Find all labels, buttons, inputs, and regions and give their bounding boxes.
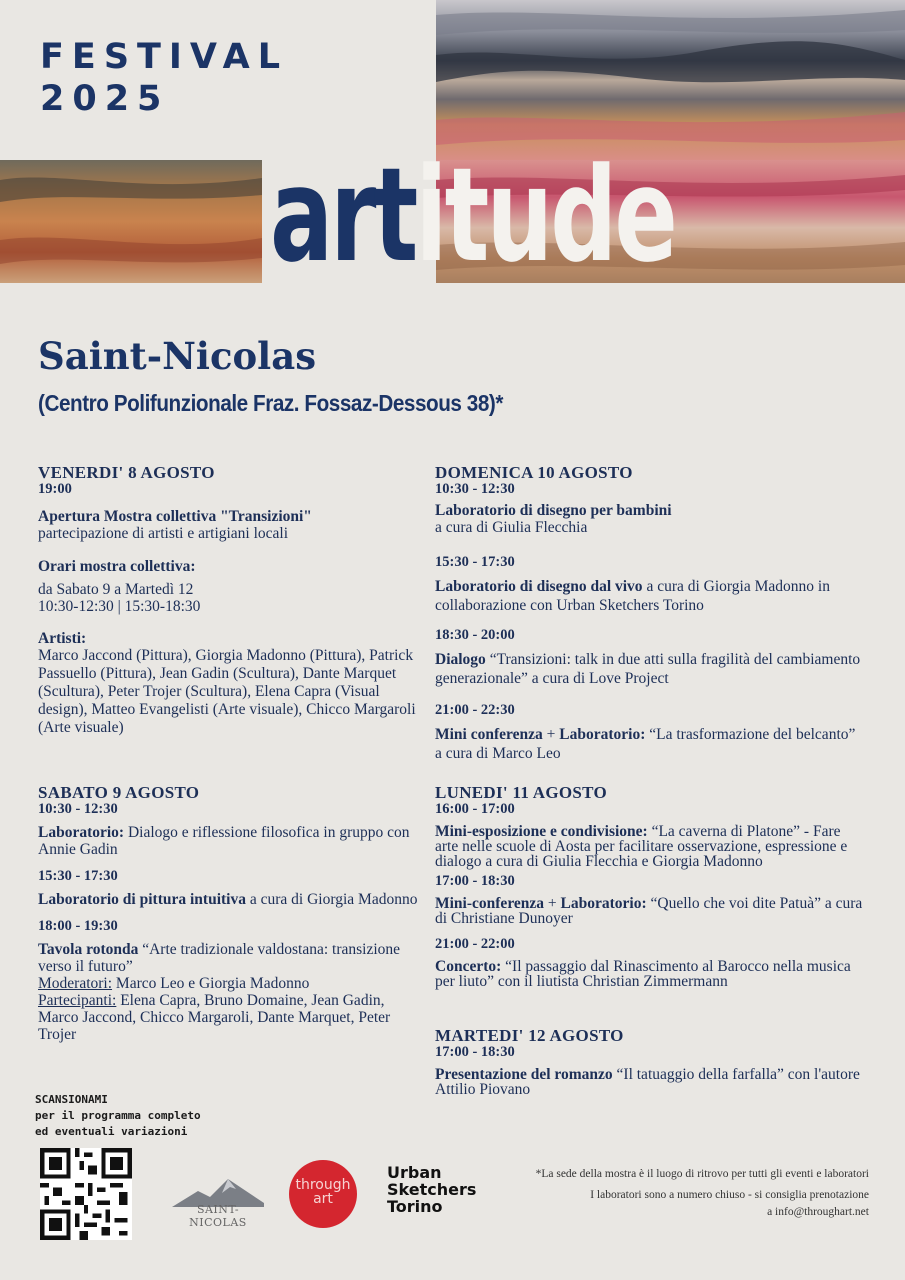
footer-notes: *La sede della mostra è il luogo di ritrovo per tutti gli eventi e laboratori I laboratori sono a numero chiuso - si consiglia prenotazione a info@throughart.net <box>535 1168 869 1218</box>
day-martedi: MARTEDI' 12 AGOSTO 17:00 - 18:30 Presentazione del romanzo “Il tatuaggio della farfalla” con l'autore Attilio Piovano <box>435 1026 860 1098</box>
day-venerdi: VENERDI' 8 AGOSTO 19:00 Apertura Mostra collettiva "Transizioni" partecipazione di artisti e artigiani locali Orari mostra collettiva: da Sabato 9 a Martedì 12 10:30-12:30 | 15:30-18:30 Artisti: Marco Jaccond (Pittura), Giorgia Madonno (Pittura), Patrick Passuello (Pittura), Jean Gadin (Scultura), Dante Marquet (Scultura), Peter Trojer (Scultura), Elena Capra (Visual design), Matteo Evangelisti (Arte visuale), Chicco Margaroli (Arte visuale) <box>38 463 416 736</box>
watercolor-image-top <box>436 0 905 160</box>
logo-part-art: art <box>270 139 416 291</box>
through-art-logo-text: through art <box>295 1177 351 1207</box>
saint-nicolas-logo-text: SAINT-NICOLAS <box>189 1203 247 1229</box>
scan-qr-caption: SCANSIONAMI per il programma completo ed eventuali variazioni <box>35 1093 201 1138</box>
logo-part-itude: itude <box>415 139 675 291</box>
location-address: (Centro Polifunzionale Fraz. Fossaz-Dessous 38)* <box>38 390 503 416</box>
urban-sketchers-torino-logo: Urban Sketchers Torino <box>387 1163 477 1216</box>
artitude-logo <box>270 140 675 290</box>
qr-code[interactable] <box>40 1148 132 1240</box>
watercolor-image-left <box>0 160 262 283</box>
day-lunedi: LUNEDI' 11 AGOSTO 16:00 - 17:00 Mini-esposizione e condivisione: “La caverna di Platone” - Fare arte nelle scuole di Aosta per facilitare osservazione, espressione e dialogo a cura di Giulia Flecchia e Giorgia Madonno 17:00 - 18:30 Mini-conferenza + Laboratorio: “Quello che voi dite Patuà” a cura di Christiane Dunoyer 21:00 - 22:00 Concerto: “Il passaggio dal Rinascimento al Barocco nella musica per liuto” con il liutista Christian Zimmermann <box>435 783 863 990</box>
location-name: Saint-Nicolas <box>38 334 317 378</box>
left-column <box>38 464 423 1084</box>
day-sabato: SABATO 9 AGOSTO 10:30 - 12:30 Laboratorio: Dialogo e riflessione filosofica in gruppo con Annie Gadin 15:30 - 17:30 Laboratorio di pittura intuitiva a cura di Giorgia Madonno 18:00 - 19:30 Tavola rotonda “Arte tradizionale valdostana: transizione verso il futuro” Moderatori: Marco Leo e Giorgia Madonno Partecipanti: Elena Capra, Bruno Domaine, Jean Gadin, Marco Jaccond, Chicco Margaroli, Dante Marquet, Peter Trojer <box>38 783 418 1043</box>
day-domenica: DOMENICA 10 AGOSTO 10:30 - 12:30 Laboratorio di disegno per bambini a cura di Giulia Flecchia 15:30 - 17:30 Laboratorio di disegno dal vivo a cura di Giorgia Madonno in collaborazione con Urban Sketchers Torino 18:30 - 20:00 Dialogo “Transizioni: talk in due atti sulla fragilità del cambiamento generazionale” a cura di Love Project 21:00 - 22:30 Mini conferenza + Laboratorio: “La trasformazione del belcanto” a cura di Marco Leo <box>435 463 861 762</box>
festival-year-title: FESTIVAL 2025 <box>40 37 289 119</box>
right-column <box>435 464 865 1104</box>
